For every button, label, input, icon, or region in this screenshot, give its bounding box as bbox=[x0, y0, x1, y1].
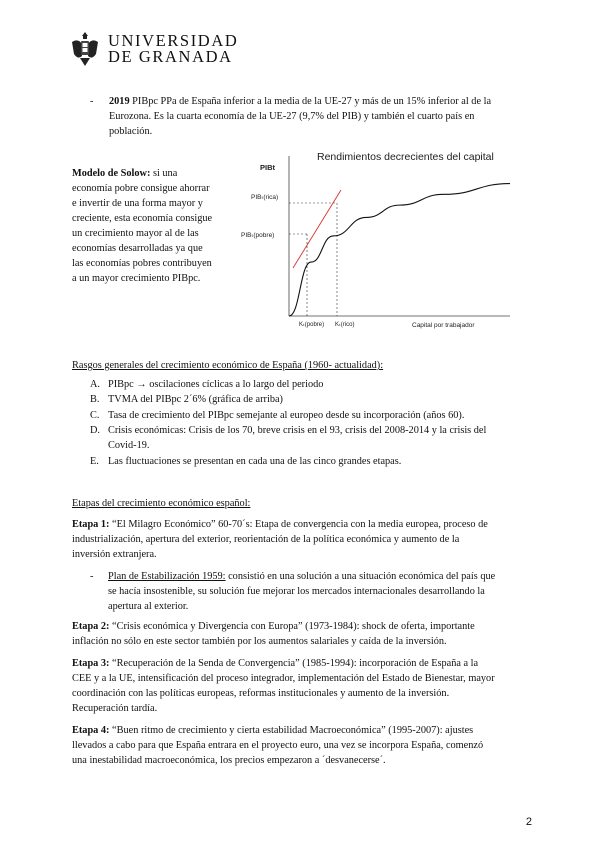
etapa-4-line-1: “Buen ritmo de crecimiento y cierta estabilidad Macroeconómica” (1995-2007): ajustes bbox=[109, 725, 474, 736]
logo-line-2: DE GRANADA bbox=[108, 47, 233, 66]
etapa-4-line-3: una inestabilidad macroeconómica, los precios empezaron a ´desvanecerse´. bbox=[72, 755, 386, 766]
etapa-2-label: Etapa 2: bbox=[72, 621, 110, 632]
plan-marker: - bbox=[90, 571, 94, 582]
rasgos-item-c bbox=[90, 408, 99, 423]
solow-line-2: e invertir de una forma mayor y bbox=[72, 198, 203, 209]
rasgos-text: Crisis económicas: Crisis de los 70, breve crisis en el 93, crisis del 2008-2014 y la crisis del bbox=[108, 425, 487, 436]
plan-line-2: se hacía insostenible, su solución fue mejorar los mercados internacionales desarrollando la bbox=[108, 586, 485, 597]
ymarker-pobre: PIBₜ(pobre) bbox=[241, 232, 275, 239]
rasgos-text: TVMA del PIBpc 2´6% (gráfica de arriba) bbox=[108, 394, 283, 405]
page-number: 2 bbox=[525, 816, 532, 828]
rasgos-marker: A. bbox=[90, 379, 101, 390]
rasgos-item-e bbox=[90, 454, 99, 469]
etapa-1-line-3: inversión extranjera. bbox=[72, 549, 157, 560]
solow-line-0: si una bbox=[150, 168, 178, 179]
bullet-line-1: PIBpc PPa de España inferior a la media de la UE-27 y más de un 15% inferior al de la bbox=[129, 96, 492, 107]
bullet-line-3: población. bbox=[109, 126, 153, 137]
etapa-3-label: Etapa 3: bbox=[72, 658, 110, 669]
rasgos-marker: D. bbox=[90, 425, 101, 436]
rasgos-item-a bbox=[90, 377, 100, 392]
xmarker-rico: Kₜ(rico) bbox=[335, 322, 355, 328]
etapa-3 bbox=[72, 656, 532, 716]
etapa-1-line-2: industrialización, apertura del exterior, reorientación de la política económica y aumento de la bbox=[72, 534, 460, 545]
etapa-1-label: Etapa 1: bbox=[72, 519, 110, 530]
etapa-2-line-2: inflación no sólo en este sector también por los aumentos salariales y caída de la inversión. bbox=[72, 636, 447, 647]
etapa-1-line-1: “El Milagro Económico” 60-70´s: Etapa de convergencia con la media europea, proceso de bbox=[109, 519, 488, 530]
solow-line-5: economías desarrolladas ya que bbox=[72, 243, 203, 254]
solow-line-4: un crecimiento mayor al de las bbox=[72, 228, 199, 239]
rasgos-marker: B. bbox=[90, 394, 100, 405]
solow-chart bbox=[241, 148, 520, 338]
solow-paragraph bbox=[72, 166, 242, 286]
etapa-4 bbox=[72, 723, 532, 768]
etapa-3-line-3: coordinación con las políticas europeas, reformas institucionales y aumento de la inversión. bbox=[72, 688, 450, 699]
etapa-1 bbox=[72, 517, 532, 562]
chart-title: Rendimientos decrecientes del capital bbox=[317, 151, 494, 163]
logo-line-1: UNIVERSIDAD bbox=[108, 31, 239, 50]
coat-of-arms-icon bbox=[70, 30, 100, 68]
ymarker-rica: PIBₜ(rica) bbox=[251, 194, 279, 201]
etapas-title: Etapas del crecimiento económico español: bbox=[72, 498, 251, 509]
rasgos-marker: C. bbox=[90, 410, 100, 421]
xmarker-pobre: Kₜ(pobre) bbox=[299, 322, 325, 328]
rasgos-marker: E. bbox=[90, 456, 99, 467]
solow-line-3: creciente, esta economía consigue bbox=[72, 213, 213, 224]
plan-line-3: apertura al exterior. bbox=[108, 601, 189, 612]
rasgos-text: Tasa de crecimiento del PIBpc semejante al europeo desde su incorporación (años 60). bbox=[108, 410, 465, 421]
rasgos-title: Rasgos generales del crecimiento económico de España (1960- actualidad): bbox=[72, 360, 384, 371]
etapa-4-line-2: llevados a cabo para que España entrara en el proyecto euro, una vez se incorpora España, comenzó bbox=[72, 740, 484, 751]
bullet-marker: - bbox=[90, 96, 94, 107]
solow-line-1: economía pobre consigue ahorrar bbox=[72, 183, 210, 194]
rasgos-item-b bbox=[90, 392, 99, 407]
plan-estabilizacion bbox=[108, 569, 538, 614]
etapa-3-line-1: “Recuperación de la Senda de Convergencia” (1985-1994): incorporación de España a la bbox=[109, 658, 479, 669]
chart-xlabel: Capital por trabajador bbox=[412, 322, 475, 329]
solow-line-6: las economías pobres contribuyen bbox=[72, 258, 212, 269]
production-curve bbox=[289, 184, 510, 316]
rasgos-text-cont: Covid-19. bbox=[108, 440, 150, 451]
university-header bbox=[70, 30, 238, 68]
bullet-2019 bbox=[109, 94, 539, 139]
rasgos-text: Las fluctuaciones se presentan en cada una de las cinco grandes etapas. bbox=[108, 456, 402, 467]
rasgos-text: PIBpc → oscilaciones cíclicas a lo largo del periodo bbox=[108, 379, 324, 390]
etapa-2-line-1: “Crisis económica y Divergencia con Europa” (1973-1984): shock de oferta, importante bbox=[109, 621, 475, 632]
chart-ylabel: PIBt bbox=[260, 163, 275, 172]
rasgos-item-d bbox=[90, 423, 100, 438]
bullet-year: 2019 bbox=[109, 96, 130, 107]
tangent-line bbox=[293, 190, 341, 268]
etapa-3-line-4: Recuperación tardía. bbox=[72, 703, 158, 714]
solow-line-7: a un mayor crecimiento PIBpc. bbox=[72, 273, 201, 284]
etapa-4-label: Etapa 4: bbox=[72, 725, 110, 736]
bullet-line-2: Eurozona. Es la cuarta economía de la UE-27 (9,7% del PIB) y también el cuarto país en bbox=[109, 111, 475, 122]
solow-title: Modelo de Solow: bbox=[72, 168, 151, 179]
etapa-2 bbox=[72, 619, 532, 649]
etapa-3-line-2: CEE y a la UE, intensificación del proceso integrador, implementación del Estado de Bienestar, mayor bbox=[72, 673, 495, 684]
plan-label: Plan de Estabilización 1959: bbox=[108, 571, 226, 582]
plan-line-1: consistió en una solución a una situación económica del país que bbox=[225, 571, 496, 582]
